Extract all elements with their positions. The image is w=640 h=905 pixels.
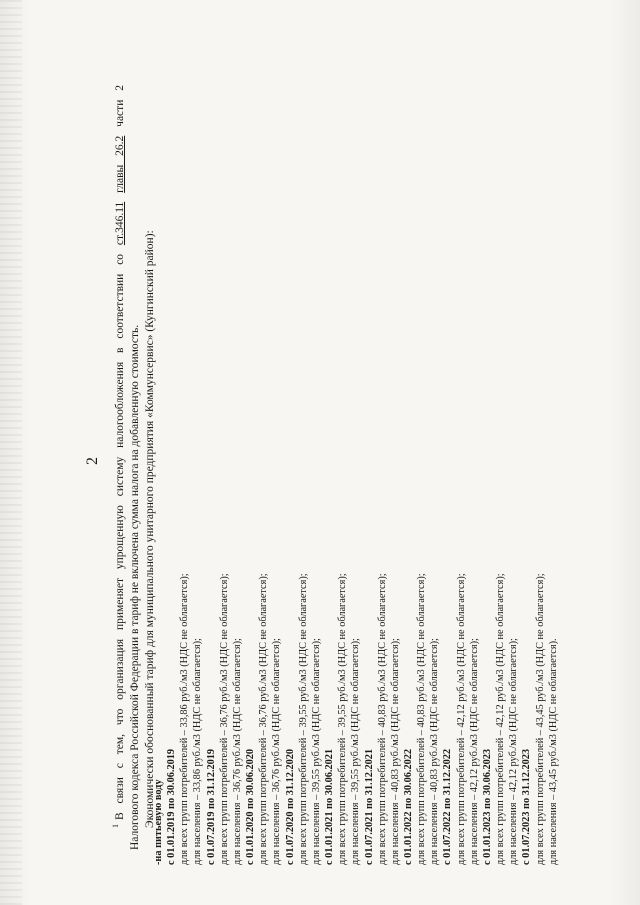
tariff-all-consumers: для всех групп потребителей – 36,76 руб./м3 (НДС не облагается); bbox=[218, 573, 230, 865]
tariff-population: для населения – 42,12 руб./м3 (НДС не облагается); bbox=[508, 638, 520, 865]
tariff-all-consumers: для всех групп потребителей – 42,12 руб./м3 (НДС не облагается); bbox=[495, 573, 507, 865]
tariff-period-heading: с 01.01.2022 по 30.06.2022 bbox=[402, 748, 414, 865]
footnote bbox=[108, 50, 158, 850]
tariff-all-consumers: для всех групп потребителей – 39,55 руб./м3 (НДС не облагается); bbox=[297, 573, 309, 865]
tariff-population: для населения – 40,83 руб./м3 (НДС не облагается); bbox=[389, 638, 401, 865]
footnote-marker: 1 bbox=[111, 824, 120, 828]
tariff-population: для населения – 33,86 руб./м3 (НДС не облагается); bbox=[192, 638, 204, 865]
tariff-all-consumers: для всех групп потребителей – 43,45 руб./м3 (НДС не облагается); bbox=[534, 573, 546, 865]
tariff-period-heading: с 01.01.2021 по 30.06.2021 bbox=[324, 748, 336, 865]
tariff-period-heading: с 01.07.2022 по 31.12.2022 bbox=[442, 748, 454, 865]
tax-code-article-ref: ст.346.11 bbox=[113, 201, 126, 246]
tariff-list bbox=[152, 45, 560, 865]
tariff-all-consumers: для всех групп потребителей – 40,83 руб./м3 (НДС не облагается); bbox=[416, 573, 428, 865]
tariff-population: для населения – 39,55 руб./м3 (НДС не облагается); bbox=[310, 638, 322, 865]
footnote-text-c: части 2 bbox=[113, 85, 126, 136]
tariff-all-consumers: для всех групп потребителей – 39,55 руб./м3 (НДС не облагается); bbox=[337, 573, 349, 865]
tariff-period-heading: с 01.01.2019 по 30.06.2019 bbox=[166, 748, 178, 865]
tariff-population: для населения – 36,76 руб./м3 (НДС не облагается); bbox=[271, 638, 283, 865]
tariff-population: для населения – 40,83 руб./м3 (НДС не облагается); bbox=[429, 638, 441, 865]
tariff-period-heading: с 01.07.2019 по 31.12.2019 bbox=[205, 748, 217, 865]
tariff-population: для населения – 36,76 руб./м3 (НДС не облагается); bbox=[231, 638, 243, 865]
tax-code-chapter-ref: главы 26.2 bbox=[113, 135, 126, 193]
tariff-population: для населения – 43,45 руб./м3 (НДС не облагается). bbox=[547, 638, 559, 865]
footnote-line-1 bbox=[108, 50, 128, 850]
section-heading: -на питьевую воду bbox=[153, 779, 164, 865]
footnote-text-a: В связи с тем, что организация применяет упрощенную систему налогообложения в соответствии со bbox=[113, 245, 126, 820]
footnote-line-2: Налогового кодекса Российской Федерации в тариф не включена сумма налога на добавленную стоимость. bbox=[128, 324, 141, 850]
tariff-population: для населения – 42,12 руб./м3 (НДС не облагается); bbox=[468, 638, 480, 865]
tariff-period-heading: с 01.01.2023 по 30.06.2023 bbox=[481, 748, 493, 865]
intro-text: Экономически обоснованный тариф для муниципального унитарного предприятия «Коммунсервис» (Кунгинский район): bbox=[143, 230, 156, 828]
tariff-all-consumers: для всех групп потребителей – 40,83 руб./м3 (НДС не облагается); bbox=[376, 573, 388, 865]
tariff-all-consumers: для всех групп потребителей – 42,12 руб./м3 (НДС не облагается); bbox=[455, 573, 467, 865]
tariff-periods bbox=[165, 45, 560, 865]
tariff-all-consumers: для всех групп потребителей – 33,86 руб./м3 (НДС не облагается); bbox=[179, 573, 191, 865]
tariff-population: для населения – 39,55 руб./м3 (НДС не облагается); bbox=[350, 638, 362, 865]
tariff-period-heading: с 01.01.2020 по 30.06.2020 bbox=[245, 748, 257, 865]
tariff-all-consumers: для всех групп потребителей – 36,76 руб./м3 (НДС не облагается); bbox=[258, 573, 270, 865]
page-number: 2 bbox=[84, 457, 101, 465]
tariff-period-heading: с 01.07.2020 по 31.12.2020 bbox=[284, 748, 296, 865]
tariff-period-heading: с 01.07.2023 по 31.12.2023 bbox=[521, 748, 533, 865]
tariff-period-heading: с 01.07.2021 по 31.12.2021 bbox=[363, 748, 375, 865]
